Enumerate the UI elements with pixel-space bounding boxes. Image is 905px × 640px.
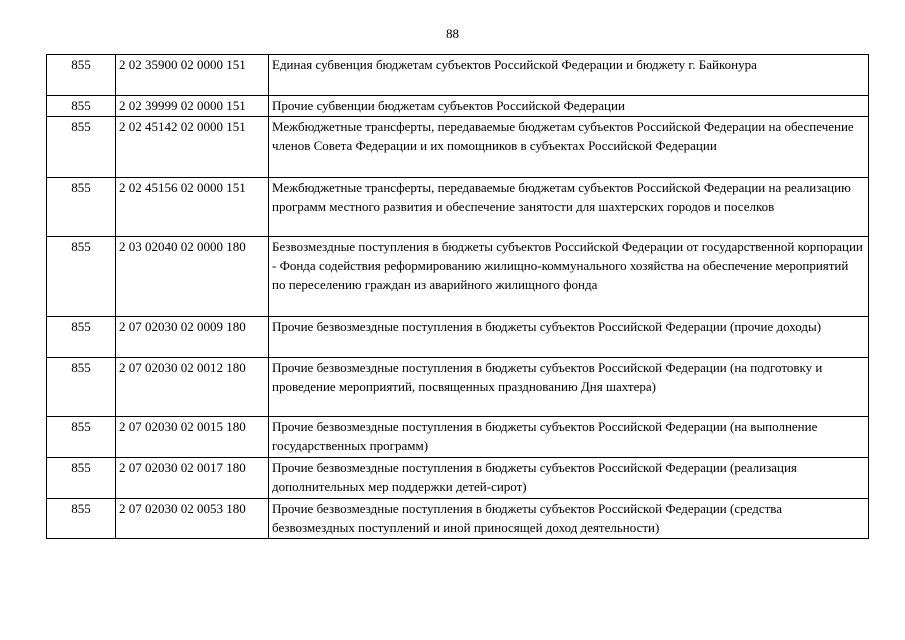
revenue-name-cell: Прочие безвозмездные поступления в бюджеты субъектов Российской Федерации (средства безвозмездных поступлений и иной приносящей доход деятельности)	[269, 499, 869, 539]
admin-code-cell: 855	[47, 499, 116, 539]
budget-classification-code-cell: 2 07 02030 02 0053 180	[116, 499, 269, 539]
page-number: 88	[446, 26, 459, 41]
table-row	[47, 499, 869, 539]
table-row	[47, 237, 869, 317]
admin-code-cell: 855	[47, 358, 116, 417]
revenue-name-cell: Прочие безвозмездные поступления в бюджеты субъектов Российской Федерации (реализация дополнительных мер поддержки детей-сирот)	[269, 458, 869, 499]
budget-classification-code-cell: 2 03 02040 02 0000 180	[116, 237, 269, 317]
budget-classification-code-cell: 2 02 35900 02 0000 151	[116, 55, 269, 96]
revenue-name-cell: Прочие безвозмездные поступления в бюджеты субъектов Российской Федерации (на выполнение государственных программ)	[269, 417, 869, 458]
admin-code-cell: 855	[47, 55, 116, 96]
budget-classification-code-cell: 2 02 45142 02 0000 151	[116, 117, 269, 178]
admin-code-cell: 855	[47, 317, 116, 358]
admin-code-cell: 855	[47, 178, 116, 237]
budget-classification-code-cell: 2 07 02030 02 0012 180	[116, 358, 269, 417]
budget-classification-code-cell: 2 02 39999 02 0000 151	[116, 96, 269, 117]
revenue-name-cell: Межбюджетные трансферты, передаваемые бюджетам субъектов Российской Федерации на реализацию программ местного развития и обеспечение занятости для шахтерских городов и поселков	[269, 178, 869, 237]
revenue-name-cell: Безвозмездные поступления в бюджеты субъектов Российской Федерации от государственной корпорации - Фонда содействия реформированию жилищно-коммунального хозяйства на обеспечение мероприятий по переселению граждан из аварийного жилищного фонда	[269, 237, 869, 317]
budget-classification-code-cell: 2 07 02030 02 0017 180	[116, 458, 269, 499]
budget-classification-code-cell: 2 07 02030 02 0015 180	[116, 417, 269, 458]
table-row	[47, 458, 869, 499]
table-row	[47, 55, 869, 96]
revenue-name-cell: Прочие субвенции бюджетам субъектов Российской Федерации	[269, 96, 869, 117]
admin-code-cell: 855	[47, 458, 116, 499]
table-row	[47, 96, 869, 117]
budget-codes-table	[46, 54, 869, 539]
table-row	[47, 417, 869, 458]
table-row	[47, 358, 869, 417]
budget-classification-code-cell: 2 02 45156 02 0000 151	[116, 178, 269, 237]
admin-code-cell: 855	[47, 237, 116, 317]
budget-classification-code-cell: 2 07 02030 02 0009 180	[116, 317, 269, 358]
revenue-name-cell: Прочие безвозмездные поступления в бюджеты субъектов Российской Федерации (прочие доходы)	[269, 317, 869, 358]
revenue-name-cell: Единая субвенция бюджетам субъектов Российской Федерации и бюджету г. Байконура	[269, 55, 869, 96]
table-row	[47, 178, 869, 237]
table-row	[47, 317, 869, 358]
revenue-name-cell: Прочие безвозмездные поступления в бюджеты субъектов Российской Федерации (на подготовку и проведение мероприятий, посвященных празднованию Дня шахтера)	[269, 358, 869, 417]
admin-code-cell: 855	[47, 417, 116, 458]
revenue-name-cell: Межбюджетные трансферты, передаваемые бюджетам субъектов Российской Федерации на обеспечение членов Совета Федерации и их помощников в субъектах Российской Федерации	[269, 117, 869, 178]
admin-code-cell: 855	[47, 96, 116, 117]
table-row	[47, 117, 869, 178]
admin-code-cell: 855	[47, 117, 116, 178]
